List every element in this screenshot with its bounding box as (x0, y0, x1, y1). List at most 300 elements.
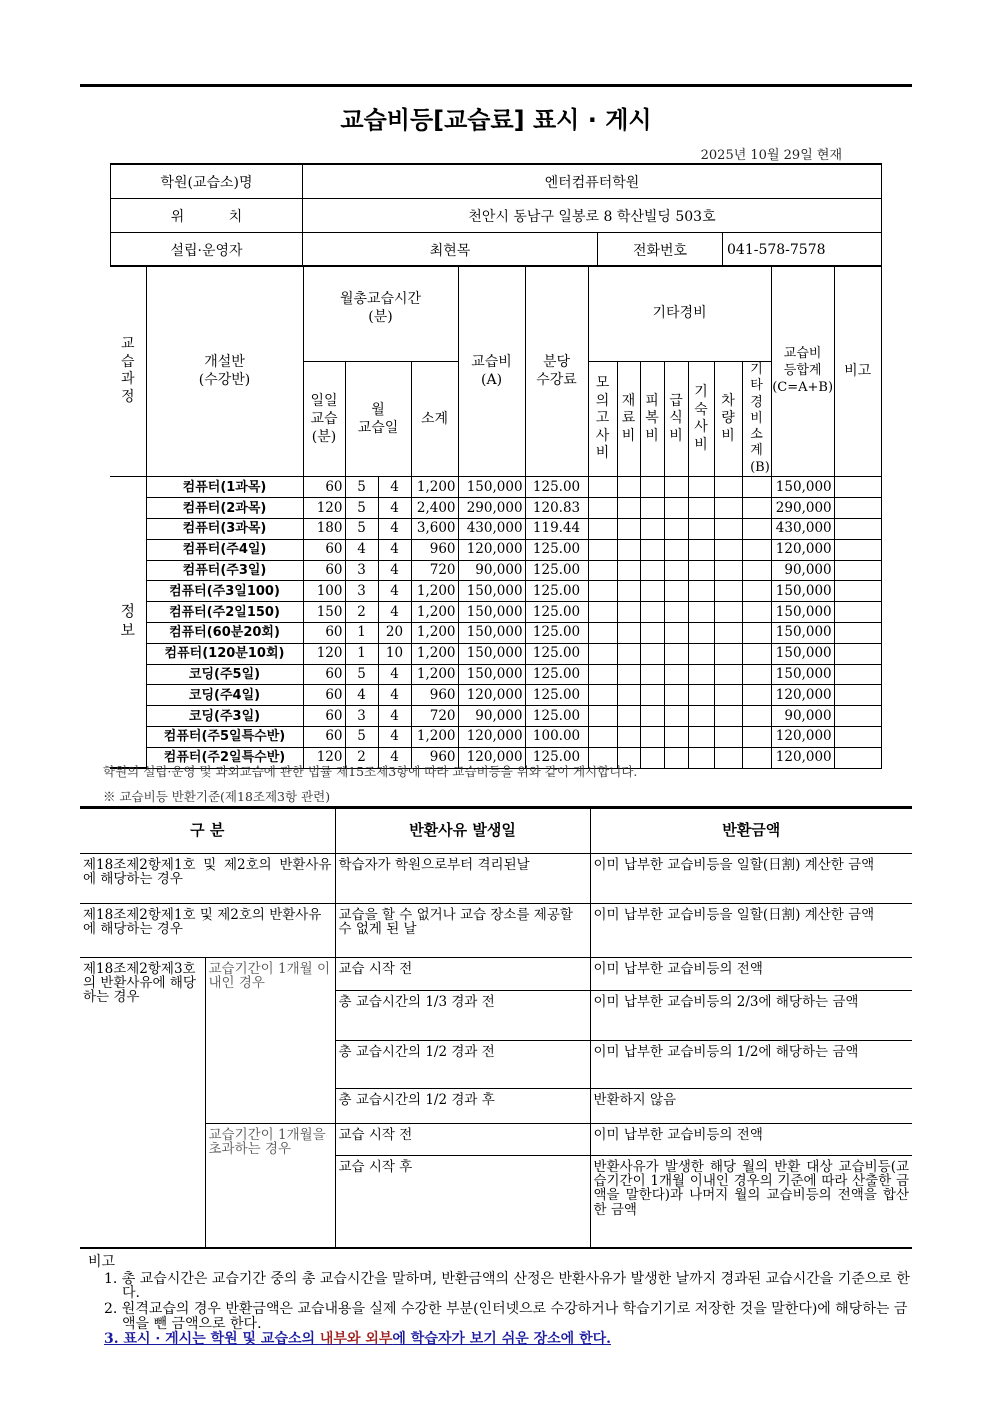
monthly-subtotal: 1,200 (411, 581, 458, 602)
materials-cell (617, 622, 640, 643)
meals-cell (664, 622, 688, 643)
meals-cell (664, 747, 688, 768)
date-line: 2025년 10월 29일 현재 (700, 148, 842, 163)
refund-row-3-category: 제18조제2항제3호의 반환사유에 해당하는 경우 (80, 958, 205, 1248)
mock-exam-cell (588, 622, 617, 643)
fee-table (110, 265, 882, 769)
clothing-cell (640, 726, 664, 747)
per-minute-fee: 119.44 (525, 518, 588, 539)
other-subtotal-cell (742, 498, 771, 519)
days-per-week: 1 (345, 643, 378, 664)
header-mock-exam: 모의고사비 (588, 362, 617, 477)
refund-within-month: 교습기간이 1개월 이내인 경우 (205, 958, 335, 1124)
class-name: 코딩(주4일) (146, 685, 303, 706)
tuition-fee: 90,000 (458, 706, 525, 727)
other-subtotal-cell (742, 747, 771, 768)
remarks-cell (834, 518, 881, 539)
monthly-subtotal: 1,200 (411, 622, 458, 643)
class-name: 컴퓨터(60분20회) (146, 622, 303, 643)
materials-cell (617, 706, 640, 727)
dormitory-cell (688, 498, 714, 519)
per-minute-fee: 125.00 (525, 643, 588, 664)
clothing-cell (640, 685, 664, 706)
location: 천안시 동남구 일봉로 8 학산빌딩 503호 (303, 199, 882, 233)
daily-minutes: 60 (303, 539, 345, 560)
refund-over-occurrence: 교습 시작 전 (335, 1124, 590, 1156)
mock-exam-cell (588, 726, 617, 747)
total-fee: 430,000 (771, 518, 834, 539)
per-minute-fee: 125.00 (525, 539, 588, 560)
per-minute-fee: 125.00 (525, 581, 588, 602)
tuition-fee: 120,000 (458, 726, 525, 747)
other-subtotal-cell (742, 477, 771, 498)
remark-item-3 (88, 1332, 918, 1347)
monthly-subtotal: 960 (411, 685, 458, 706)
remarks-cell (834, 726, 881, 747)
vehicle-cell (714, 581, 742, 602)
refund-row-1-occurrence: 학습자가 학원으로부터 격리된날 (335, 854, 590, 904)
tuition-fee: 290,000 (458, 498, 525, 519)
header-materials: 재료비 (617, 362, 640, 477)
fee-header-row-1 (110, 266, 881, 362)
refund-row-2-occurrence: 교습을 할 수 없거나 교습 장소를 제공할 수 없게 된 날 (335, 904, 590, 958)
days-per-week: 4 (345, 539, 378, 560)
fee-row (110, 726, 881, 747)
clothing-cell (640, 706, 664, 727)
meals-cell (664, 498, 688, 519)
tuition-fee: 150,000 (458, 664, 525, 685)
meals-cell (664, 518, 688, 539)
class-name: 코딩(주3일) (146, 706, 303, 727)
meals-cell (664, 726, 688, 747)
refund-over-amount: 이미 납부한 교습비등의 전액 (590, 1124, 912, 1156)
meals-cell (664, 706, 688, 727)
fee-row (110, 498, 881, 519)
weeks: 4 (378, 602, 411, 623)
tuition-fee: 150,000 (458, 477, 525, 498)
location-label-text: 위 치 (170, 208, 243, 225)
days-per-week: 4 (345, 685, 378, 706)
tuition-fee: 120,000 (458, 685, 525, 706)
other-subtotal-cell (742, 602, 771, 623)
fee-row (110, 477, 881, 498)
per-minute-fee: 125.00 (525, 622, 588, 643)
clothing-cell (640, 498, 664, 519)
class-name: 컴퓨터(2과목) (146, 498, 303, 519)
refund-within-amount: 이미 납부한 교습비등의 2/3에 해당하는 금액 (590, 991, 912, 1041)
meals-cell (664, 560, 688, 581)
days-per-week: 3 (345, 581, 378, 602)
tuition-fee: 120,000 (458, 747, 525, 768)
class-name: 컴퓨터(120분10회) (146, 643, 303, 664)
daily-minutes: 60 (303, 664, 345, 685)
header-remarks: 비고 (834, 266, 881, 477)
days-per-week: 5 (345, 726, 378, 747)
remarks-cell (834, 685, 881, 706)
refund-table (80, 806, 912, 1249)
per-minute-fee: 125.00 (525, 706, 588, 727)
materials-cell (617, 539, 640, 560)
remark-item-3-a: 3. 표시 · 게시는 학원 및 교습소의 (104, 1331, 320, 1348)
materials-cell (617, 477, 640, 498)
total-fee: 150,000 (771, 602, 834, 623)
refund-row-3e (80, 1124, 912, 1156)
materials-cell (617, 643, 640, 664)
dormitory-cell (688, 539, 714, 560)
daily-minutes: 60 (303, 706, 345, 727)
info-row-name (111, 164, 882, 199)
mock-exam-cell (588, 477, 617, 498)
other-subtotal-cell (742, 685, 771, 706)
class-name: 컴퓨터(주2일특수반) (146, 747, 303, 768)
refund-within-occurrence: 교습 시작 전 (335, 958, 590, 991)
remarks-cell (834, 602, 881, 623)
daily-minutes: 150 (303, 602, 345, 623)
meals-cell (664, 664, 688, 685)
remark-item-2: 2. 원격교습의 경우 반환금액은 교습내용을 실제 수강한 부분(인터넷으로 수강하거나 학습기기로 저장한 것을 말한다)에 해당하는 금액을 뺀 금액으로 한다. (104, 1301, 908, 1332)
weeks: 4 (378, 560, 411, 581)
per-minute-fee: 100.00 (525, 726, 588, 747)
monthly-subtotal: 1,200 (411, 477, 458, 498)
clothing-cell (640, 622, 664, 643)
dormitory-cell (688, 685, 714, 706)
days-per-week: 5 (345, 498, 378, 519)
per-minute-fee: 125.00 (525, 477, 588, 498)
fee-row (110, 685, 881, 706)
header-subtotal: 소계 (411, 362, 458, 477)
materials-cell (617, 664, 640, 685)
daily-minutes: 180 (303, 518, 345, 539)
info-row-operator (111, 233, 882, 267)
daily-minutes: 60 (303, 726, 345, 747)
per-minute-fee: 125.00 (525, 602, 588, 623)
vehicle-cell (714, 685, 742, 706)
materials-cell (617, 581, 640, 602)
academy-name-label: 학원(교습소)명 (111, 164, 303, 199)
monthly-subtotal: 2,400 (411, 498, 458, 519)
fee-row (110, 560, 881, 581)
daily-minutes: 60 (303, 622, 345, 643)
dormitory-cell (688, 622, 714, 643)
daily-minutes: 60 (303, 685, 345, 706)
fee-row (110, 602, 881, 623)
weeks: 4 (378, 581, 411, 602)
dormitory-cell (688, 706, 714, 727)
vehicle-cell (714, 539, 742, 560)
other-subtotal-cell (742, 518, 771, 539)
meals-cell (664, 602, 688, 623)
vehicle-cell (714, 560, 742, 581)
daily-minutes: 60 (303, 477, 345, 498)
other-subtotal-cell (742, 726, 771, 747)
remarks-cell (834, 581, 881, 602)
header-other-subtotal: 기타경비소계(B) (742, 362, 771, 477)
refund-row-1 (80, 854, 912, 904)
remarks-cell (834, 539, 881, 560)
clothing-cell (640, 539, 664, 560)
refund-header-amount: 반환금액 (590, 808, 912, 854)
daily-minutes: 120 (303, 498, 345, 519)
refund-header-occurrence: 반환사유 발생일 (335, 808, 590, 854)
other-subtotal-cell (742, 560, 771, 581)
posting-notice: 학원의 설립·운영 및 과외교습에 관한 법률 제15조제3항에 따라 교습비등을 위와 같이 게시합니다. (103, 764, 638, 779)
monthly-subtotal: 960 (411, 539, 458, 560)
total-fee: 150,000 (771, 643, 834, 664)
refund-heading: ※ 교습비등 반환기준(제18조제3항 관련) (103, 789, 331, 804)
daily-minutes: 60 (303, 560, 345, 581)
header-dormitory: 기숙사비 (688, 362, 714, 477)
clothing-cell (640, 581, 664, 602)
other-subtotal-cell (742, 643, 771, 664)
days-per-week: 3 (345, 706, 378, 727)
course-category: 정보 (110, 477, 146, 768)
fee-row (110, 706, 881, 727)
mock-exam-cell (588, 560, 617, 581)
per-minute-fee: 125.00 (525, 664, 588, 685)
remarks-cell (834, 706, 881, 727)
vehicle-cell (714, 622, 742, 643)
phone: 041-578-7578 (723, 233, 882, 267)
class-name: 컴퓨터(주3일100) (146, 581, 303, 602)
class-name: 컴퓨터(주2일150) (146, 602, 303, 623)
monthly-subtotal: 960 (411, 747, 458, 768)
vehicle-cell (714, 726, 742, 747)
header-clothing: 피복비 (640, 362, 664, 477)
total-fee: 150,000 (771, 477, 834, 498)
per-minute-fee: 125.00 (525, 685, 588, 706)
daily-minutes: 120 (303, 643, 345, 664)
total-fee: 120,000 (771, 539, 834, 560)
class-name: 컴퓨터(주5일특수반) (146, 726, 303, 747)
header-vehicle: 차량비 (714, 362, 742, 477)
dormitory-cell (688, 664, 714, 685)
mock-exam-cell (588, 706, 617, 727)
vehicle-cell (714, 643, 742, 664)
fee-row (110, 581, 881, 602)
materials-cell (617, 498, 640, 519)
refund-row-2 (80, 904, 912, 958)
vehicle-cell (714, 706, 742, 727)
materials-cell (617, 518, 640, 539)
weeks: 10 (378, 643, 411, 664)
operator: 최현목 (303, 233, 598, 267)
clothing-cell (640, 602, 664, 623)
weeks: 4 (378, 706, 411, 727)
monthly-subtotal: 1,200 (411, 726, 458, 747)
refund-within-amount: 이미 납부한 교습비등의 1/2에 해당하는 금액 (590, 1041, 912, 1089)
remarks-cell (834, 622, 881, 643)
tuition-fee: 150,000 (458, 622, 525, 643)
days-per-week: 2 (345, 602, 378, 623)
header-other-expenses: 기타경비 (588, 266, 771, 362)
refund-row-3a (80, 958, 912, 991)
academy-info-table (110, 163, 882, 267)
weeks: 4 (378, 664, 411, 685)
remarks-cell (834, 643, 881, 664)
tuition-fee: 150,000 (458, 643, 525, 664)
header-monthly-days: 월 교습일 (345, 362, 411, 477)
refund-over-month: 교습기간이 1개월을 초과하는 경우 (205, 1124, 335, 1248)
other-subtotal-cell (742, 581, 771, 602)
mock-exam-cell (588, 643, 617, 664)
meals-cell (664, 477, 688, 498)
header-fee: 교습비 (A) (458, 266, 525, 477)
header-monthly-time: 월총교습시간 (분) (303, 266, 458, 362)
header-class: 개설반 (수강반) (146, 266, 303, 477)
meals-cell (664, 685, 688, 706)
weeks: 4 (378, 539, 411, 560)
fee-row (110, 539, 881, 560)
total-fee: 290,000 (771, 498, 834, 519)
refund-within-amount: 이미 납부한 교습비등의 전액 (590, 958, 912, 991)
materials-cell (617, 560, 640, 581)
tuition-fee: 120,000 (458, 539, 525, 560)
mock-exam-cell (588, 518, 617, 539)
weeks: 4 (378, 518, 411, 539)
dormitory-cell (688, 518, 714, 539)
clothing-cell (640, 643, 664, 664)
tuition-fee: 90,000 (458, 560, 525, 581)
class-name: 컴퓨터(주4일) (146, 539, 303, 560)
remarks-section (88, 1255, 918, 1348)
vehicle-cell (714, 477, 742, 498)
clothing-cell (640, 477, 664, 498)
dormitory-cell (688, 602, 714, 623)
mock-exam-cell (588, 581, 617, 602)
clothing-cell (640, 518, 664, 539)
vehicle-cell (714, 518, 742, 539)
refund-row-2-amount: 이미 납부한 교습비등을 일할(日割) 계산한 금액 (590, 904, 912, 958)
clothing-cell (640, 560, 664, 581)
weeks: 4 (378, 726, 411, 747)
class-name: 코딩(주5일) (146, 664, 303, 685)
other-subtotal-cell (742, 539, 771, 560)
vehicle-cell (714, 602, 742, 623)
refund-within-occurrence: 총 교습시간의 1/2 경과 후 (335, 1089, 590, 1124)
days-per-week: 5 (345, 477, 378, 498)
other-subtotal-cell (742, 622, 771, 643)
header-per-minute: 분당 수강료 (525, 266, 588, 477)
operator-label: 설립·운영자 (111, 233, 303, 267)
days-per-week: 3 (345, 560, 378, 581)
refund-within-occurrence: 총 교습시간의 1/2 경과 전 (335, 1041, 590, 1089)
class-name: 컴퓨터(3과목) (146, 518, 303, 539)
clothing-cell (640, 664, 664, 685)
monthly-subtotal: 3,600 (411, 518, 458, 539)
per-minute-fee: 125.00 (525, 560, 588, 581)
monthly-subtotal: 720 (411, 560, 458, 581)
vehicle-cell (714, 747, 742, 768)
academy-name: 엔터컴퓨터학원 (303, 164, 882, 199)
class-name: 컴퓨터(1과목) (146, 477, 303, 498)
meals-cell (664, 539, 688, 560)
fee-body (110, 477, 881, 768)
meals-cell (664, 581, 688, 602)
refund-within-amount: 반환하지 않음 (590, 1089, 912, 1124)
mock-exam-cell (588, 539, 617, 560)
refund-within-occurrence: 총 교습시간의 1/3 경과 전 (335, 991, 590, 1041)
dormitory-cell (688, 560, 714, 581)
total-fee: 150,000 (771, 622, 834, 643)
weeks: 4 (378, 747, 411, 768)
remarks-cell (834, 498, 881, 519)
monthly-subtotal: 720 (411, 706, 458, 727)
clothing-cell (640, 747, 664, 768)
refund-row-2-category: 제18조제2항제1호 및 제2호의 반환사유에 해당하는 경우 (80, 904, 335, 958)
remarks-title: 비고 (88, 1254, 116, 1270)
remark-item-3-highlight: 내부와 외부 (319, 1331, 393, 1348)
weeks: 4 (378, 498, 411, 519)
materials-cell (617, 726, 640, 747)
tuition-fee: 150,000 (458, 581, 525, 602)
top-rule (80, 84, 912, 87)
dormitory-cell (688, 643, 714, 664)
fee-row (110, 518, 881, 539)
info-row-location (111, 199, 882, 233)
header-course: 교습과정 (110, 266, 146, 477)
remarks-cell (834, 747, 881, 768)
materials-cell (617, 685, 640, 706)
meals-cell (664, 643, 688, 664)
fee-row (110, 643, 881, 664)
dormitory-cell (688, 726, 714, 747)
remark-item-3-b: 에 학습자가 보기 쉬운 장소에 한다. (392, 1331, 611, 1348)
refund-over-occurrence: 교습 시작 후 (335, 1156, 590, 1248)
daily-minutes: 120 (303, 747, 345, 768)
dormitory-cell (688, 477, 714, 498)
refund-header-category: 구 분 (80, 808, 335, 854)
materials-cell (617, 602, 640, 623)
monthly-subtotal: 1,200 (411, 643, 458, 664)
mock-exam-cell (588, 498, 617, 519)
days-per-week: 2 (345, 747, 378, 768)
header-total: 교습비 등합계 (C=A+B) (771, 266, 834, 477)
days-per-week: 5 (345, 664, 378, 685)
mock-exam-cell (588, 664, 617, 685)
dormitory-cell (688, 747, 714, 768)
fee-row (110, 622, 881, 643)
document-title: 교습비등[교습료] 표시 · 게시 (340, 106, 652, 134)
monthly-subtotal: 1,200 (411, 664, 458, 685)
days-per-week: 1 (345, 622, 378, 643)
total-fee: 90,000 (771, 706, 834, 727)
monthly-subtotal: 1,200 (411, 602, 458, 623)
weeks: 4 (378, 685, 411, 706)
total-fee: 150,000 (771, 664, 834, 685)
remarks-cell (834, 560, 881, 581)
remarks-cell (834, 477, 881, 498)
mock-exam-cell (588, 685, 617, 706)
total-fee: 120,000 (771, 747, 834, 768)
total-fee: 150,000 (771, 581, 834, 602)
tuition-fee: 150,000 (458, 602, 525, 623)
mock-exam-cell (588, 602, 617, 623)
daily-minutes: 100 (303, 581, 345, 602)
total-fee: 90,000 (771, 560, 834, 581)
remarks-cell (834, 664, 881, 685)
weeks: 4 (378, 477, 411, 498)
class-name: 컴퓨터(주3일) (146, 560, 303, 581)
phone-label: 전화번호 (598, 233, 723, 267)
per-minute-fee: 125.00 (525, 747, 588, 768)
total-fee: 120,000 (771, 685, 834, 706)
weeks: 20 (378, 622, 411, 643)
location-label (111, 199, 303, 233)
total-fee: 120,000 (771, 726, 834, 747)
remark-item-1: 1. 총 교습시간은 교습기간 중의 총 교습시간을 말하며, 반환금액의 산정은 반환사유가 발생한 날까지 경과된 교습시간을 기준으로 한다. (104, 1270, 910, 1302)
other-subtotal-cell (742, 664, 771, 685)
dormitory-cell (688, 581, 714, 602)
